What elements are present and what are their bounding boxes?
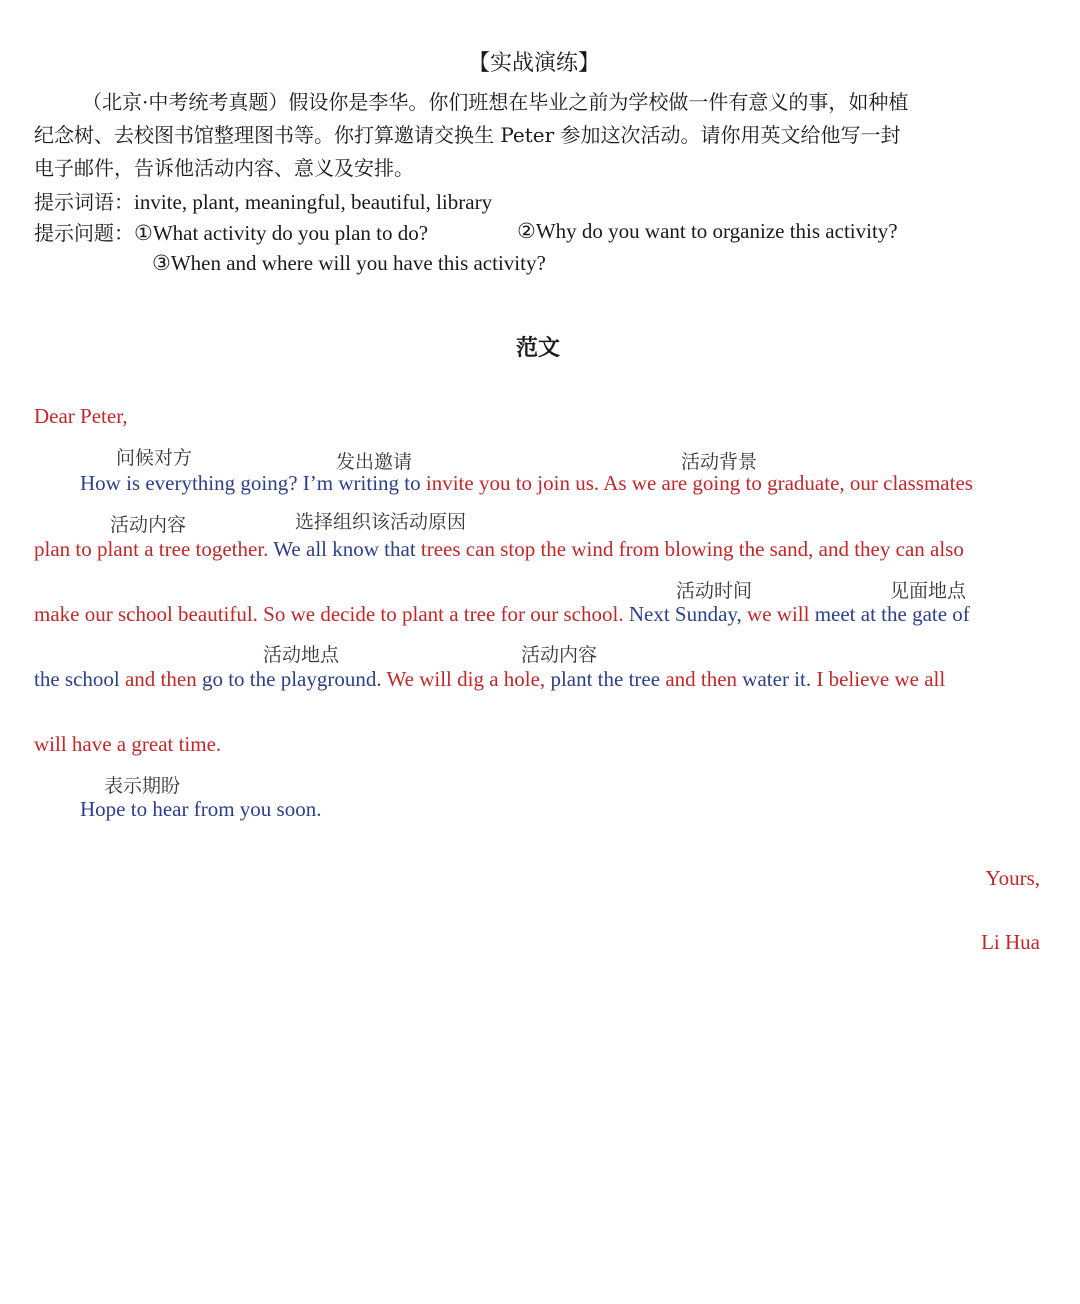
row1-part-a: How is everything going? I’m writing to — [80, 471, 426, 495]
row2-part-c: trees can stop the wind from blowing the sand, and they can also — [420, 537, 964, 561]
row1-part-b: invite you to join us. As we are going to graduate, — [425, 471, 850, 495]
hint-question-2: ②Why do you want to organize this activity? — [517, 219, 898, 243]
annotation-invite: 发出邀请 — [336, 451, 413, 473]
letter-row-1 — [80, 471, 973, 496]
letter-greeting: Dear Peter, — [34, 404, 128, 428]
annotation-content-2: 活动内容 — [521, 644, 598, 666]
sample-title: 范文 — [516, 336, 561, 361]
intro-line-1: （北京·中考统考真题）假设你是李华。你们班想在毕业之前为学校做一件有意义的事，如种植 — [82, 90, 909, 114]
intro-line-2: 纪念树、去校图书馆整理图书等。你打算邀请交换生 Peter 参加这次活动。请你用英文给他写一封 — [34, 123, 901, 147]
letter-row-4 — [34, 667, 945, 692]
annotation-background: 活动背景 — [681, 451, 758, 473]
hint-questions-row — [34, 217, 428, 246]
row3-part-d: meet at the gate of — [814, 602, 970, 626]
row3-part-a: make our school beautiful. So we decide to plant a tree for our school. — [34, 602, 629, 626]
row4-part-g: water it. — [742, 667, 817, 691]
intro-line-3: 电子邮件，告诉他活动内容、意义及安排。 — [34, 156, 414, 180]
hint-questions-label: 提示问题： — [34, 221, 134, 245]
row4-part-f: and then — [665, 667, 743, 691]
letter-closing-line: Hope to hear from you soon. — [80, 797, 322, 821]
annotation-time: 活动时间 — [676, 580, 753, 602]
annotation-content-1: 活动内容 — [110, 514, 187, 536]
hint-words-row — [34, 186, 492, 215]
letter-row-5: will have a great time. — [34, 732, 222, 756]
hint-words-label: 提示词语： — [34, 190, 134, 214]
annotation-meet-place: 见面地点 — [890, 580, 967, 602]
letter-row-2 — [34, 537, 964, 562]
row4-part-c: go to the playground. — [201, 667, 387, 691]
row4-part-h: I believe we all — [816, 667, 946, 691]
row4-part-d: We will dig a hole, — [386, 667, 551, 691]
annotation-greet: 问候对方 — [116, 447, 193, 469]
hint-question-1: ①What activity do you plan to do? — [134, 221, 429, 245]
row2-part-a: plan to plant a tree together. — [34, 537, 274, 561]
row4-part-b: and then — [124, 667, 202, 691]
hint-words: invite, plant, meaningful, beautiful, library — [134, 190, 493, 214]
row3-part-b: Next Sunday, — [628, 602, 748, 626]
annotation-expect: 表示期盼 — [104, 775, 181, 797]
row2-part-b: We all know that — [273, 537, 421, 561]
letter-signoff: Yours, — [985, 866, 1040, 890]
annotation-reason: 选择组织该活动原因 — [295, 511, 467, 533]
page-title: 【实战演练】 — [468, 51, 601, 76]
letter-name: Li Hua — [981, 930, 1040, 954]
annotation-place: 活动地点 — [263, 644, 340, 666]
row4-part-a: the school — [34, 667, 125, 691]
row4-part-e: plant the tree — [550, 667, 666, 691]
hint-question-3: ③When and where will you have this activity? — [152, 251, 546, 275]
row3-part-c: we will — [747, 602, 815, 626]
letter-row-3 — [34, 602, 970, 627]
row1-part-c: our classmates — [849, 471, 973, 495]
